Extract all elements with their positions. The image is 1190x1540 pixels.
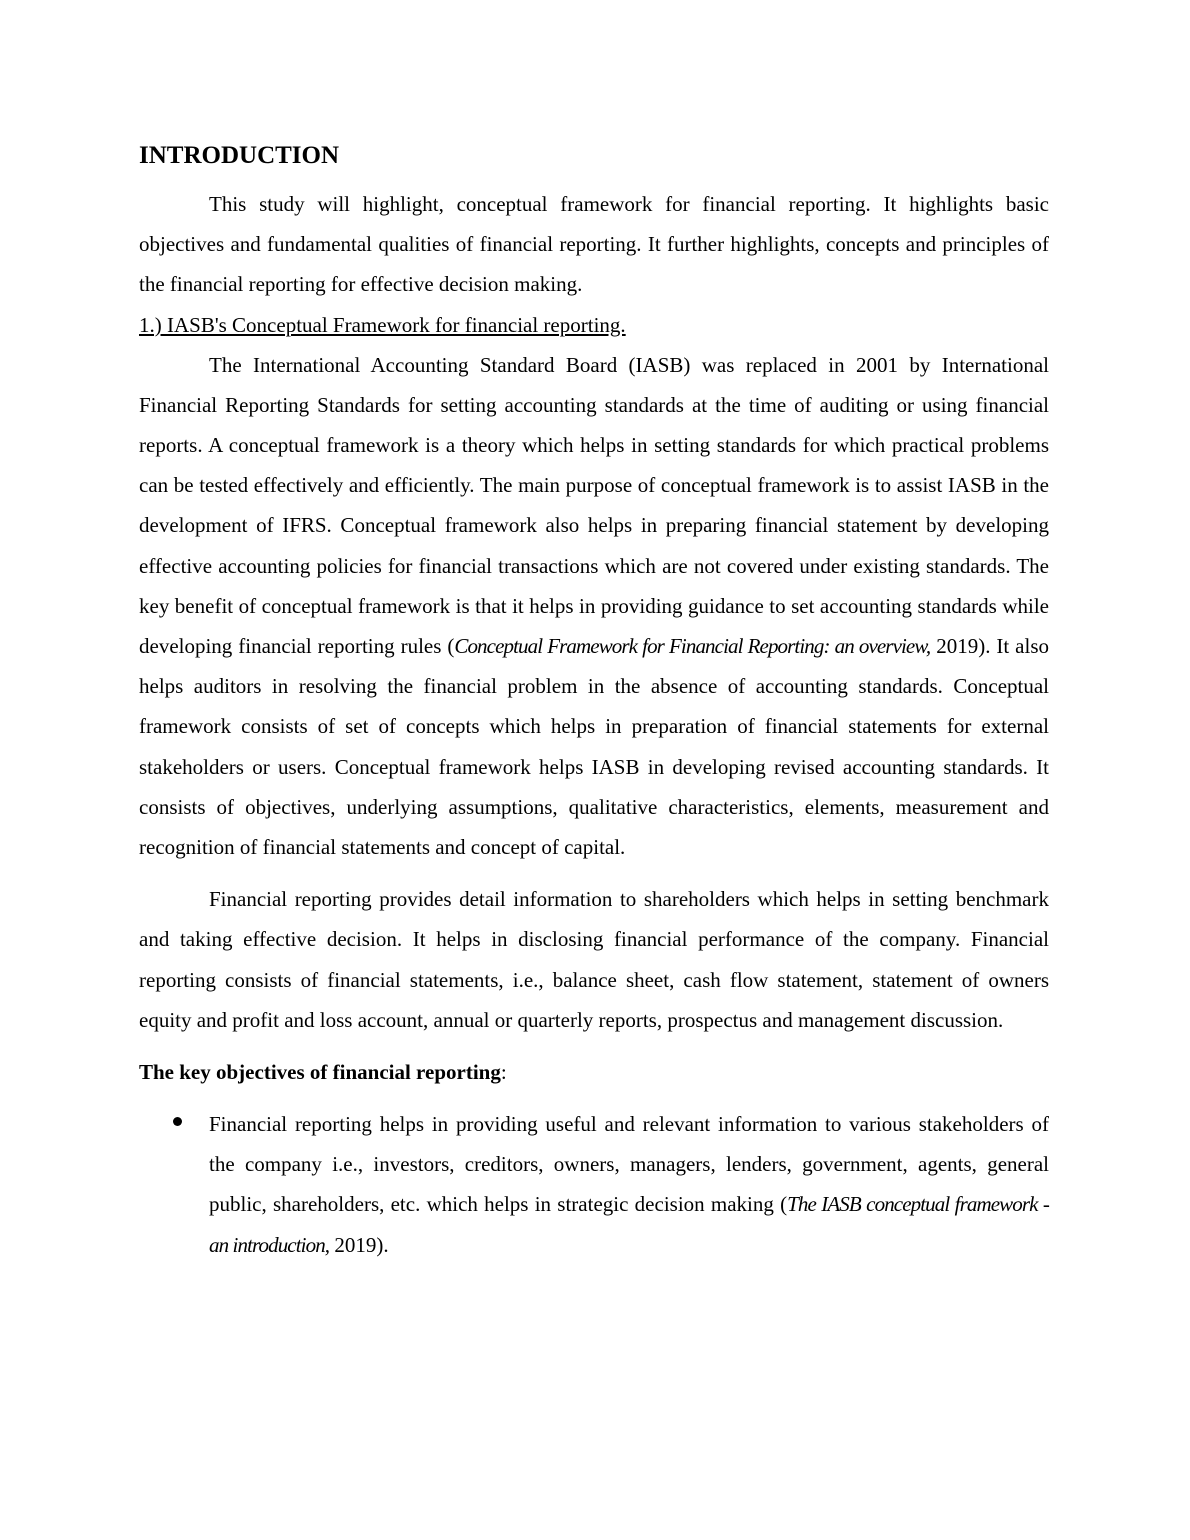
list-item-tail: 2019). xyxy=(329,1232,389,1257)
objectives-list xyxy=(139,1104,1049,1265)
bullet-icon xyxy=(173,1117,182,1126)
page-title: INTRODUCTION xyxy=(139,142,340,169)
financial-reporting-paragraph: Financial reporting provides detail information to shareholders which helps in setting benchmark and taking effective decision. It helps in disclosing financial performance of the company. Financial reporting consists of financial statements, i.e., balance sheet, cash flow statement, statement of owners equity and profit and loss account, annual or quarterly reports, prospectus and management discussion. xyxy=(139,887,1049,1032)
list-item xyxy=(139,1104,1049,1265)
framework-paragraph-text: The International Accounting Standard Board (IASB) was replaced in 2001 by International Financial Reporting Standards for setting accounting standards at the time of auditing or using financial reports. A conceptual framework is a theory which helps in setting standards for which practical problems can be tested effectively and efficiently. The main purpose of conceptual framework is to assist IASB in the development of IFRS. Conceptual framework also helps in preparing financial statement by developing effective accounting policies for financial transactions which are not covered under existing standards. The key benefit of conceptual framework is that it helps in providing guidance to set accounting standards while developing financial reporting rules ( xyxy=(139,352,1049,659)
section-heading-text: 1.) IASB's Conceptual Framework for financial reporting. xyxy=(139,312,626,337)
section-heading xyxy=(139,305,1049,345)
citation-framework-overview: Conceptual Framework for Financial Reporting: an overview, xyxy=(454,634,931,659)
objectives-heading-colon: : xyxy=(500,1060,507,1085)
objectives-heading xyxy=(139,1052,1049,1092)
citation-iasb-introduction: The IASB conceptual framework - an introduction, xyxy=(209,1192,1049,1257)
document-body xyxy=(139,138,1049,1265)
list-item-paragraph xyxy=(209,1104,1049,1265)
intro-paragraph: This study will highlight, conceptual framework for financial reporting. It highlights basic objectives and fundamental qualities of financial reporting. It further highlights, concepts and principles of the financial reporting for effective decision making. xyxy=(139,192,1049,297)
framework-paragraph-continued: 2019). It also helps auditors in resolving the financial problem in the absence of accounting standards. Conceptual framework consists of set of concepts which helps in preparation of financial statements for external stakeholders or users. Conceptual framework helps IASB in developing revised accounting standards. It consists of objectives, underlying assumptions, qualitative characteristics, elements, measurement and recognition of financial statements and concept of capital. xyxy=(139,634,1050,860)
framework-paragraph xyxy=(139,345,1049,868)
list-item-text: Financial reporting helps in providing useful and relevant information to various stakeholders of the company i.e., investors, creditors, owners, managers, lenders, government, agents, general public, shareholders, etc. which helps in strategic decision making ( xyxy=(209,1112,1049,1217)
objectives-heading-text: The key objectives of financial reporting xyxy=(139,1060,501,1085)
